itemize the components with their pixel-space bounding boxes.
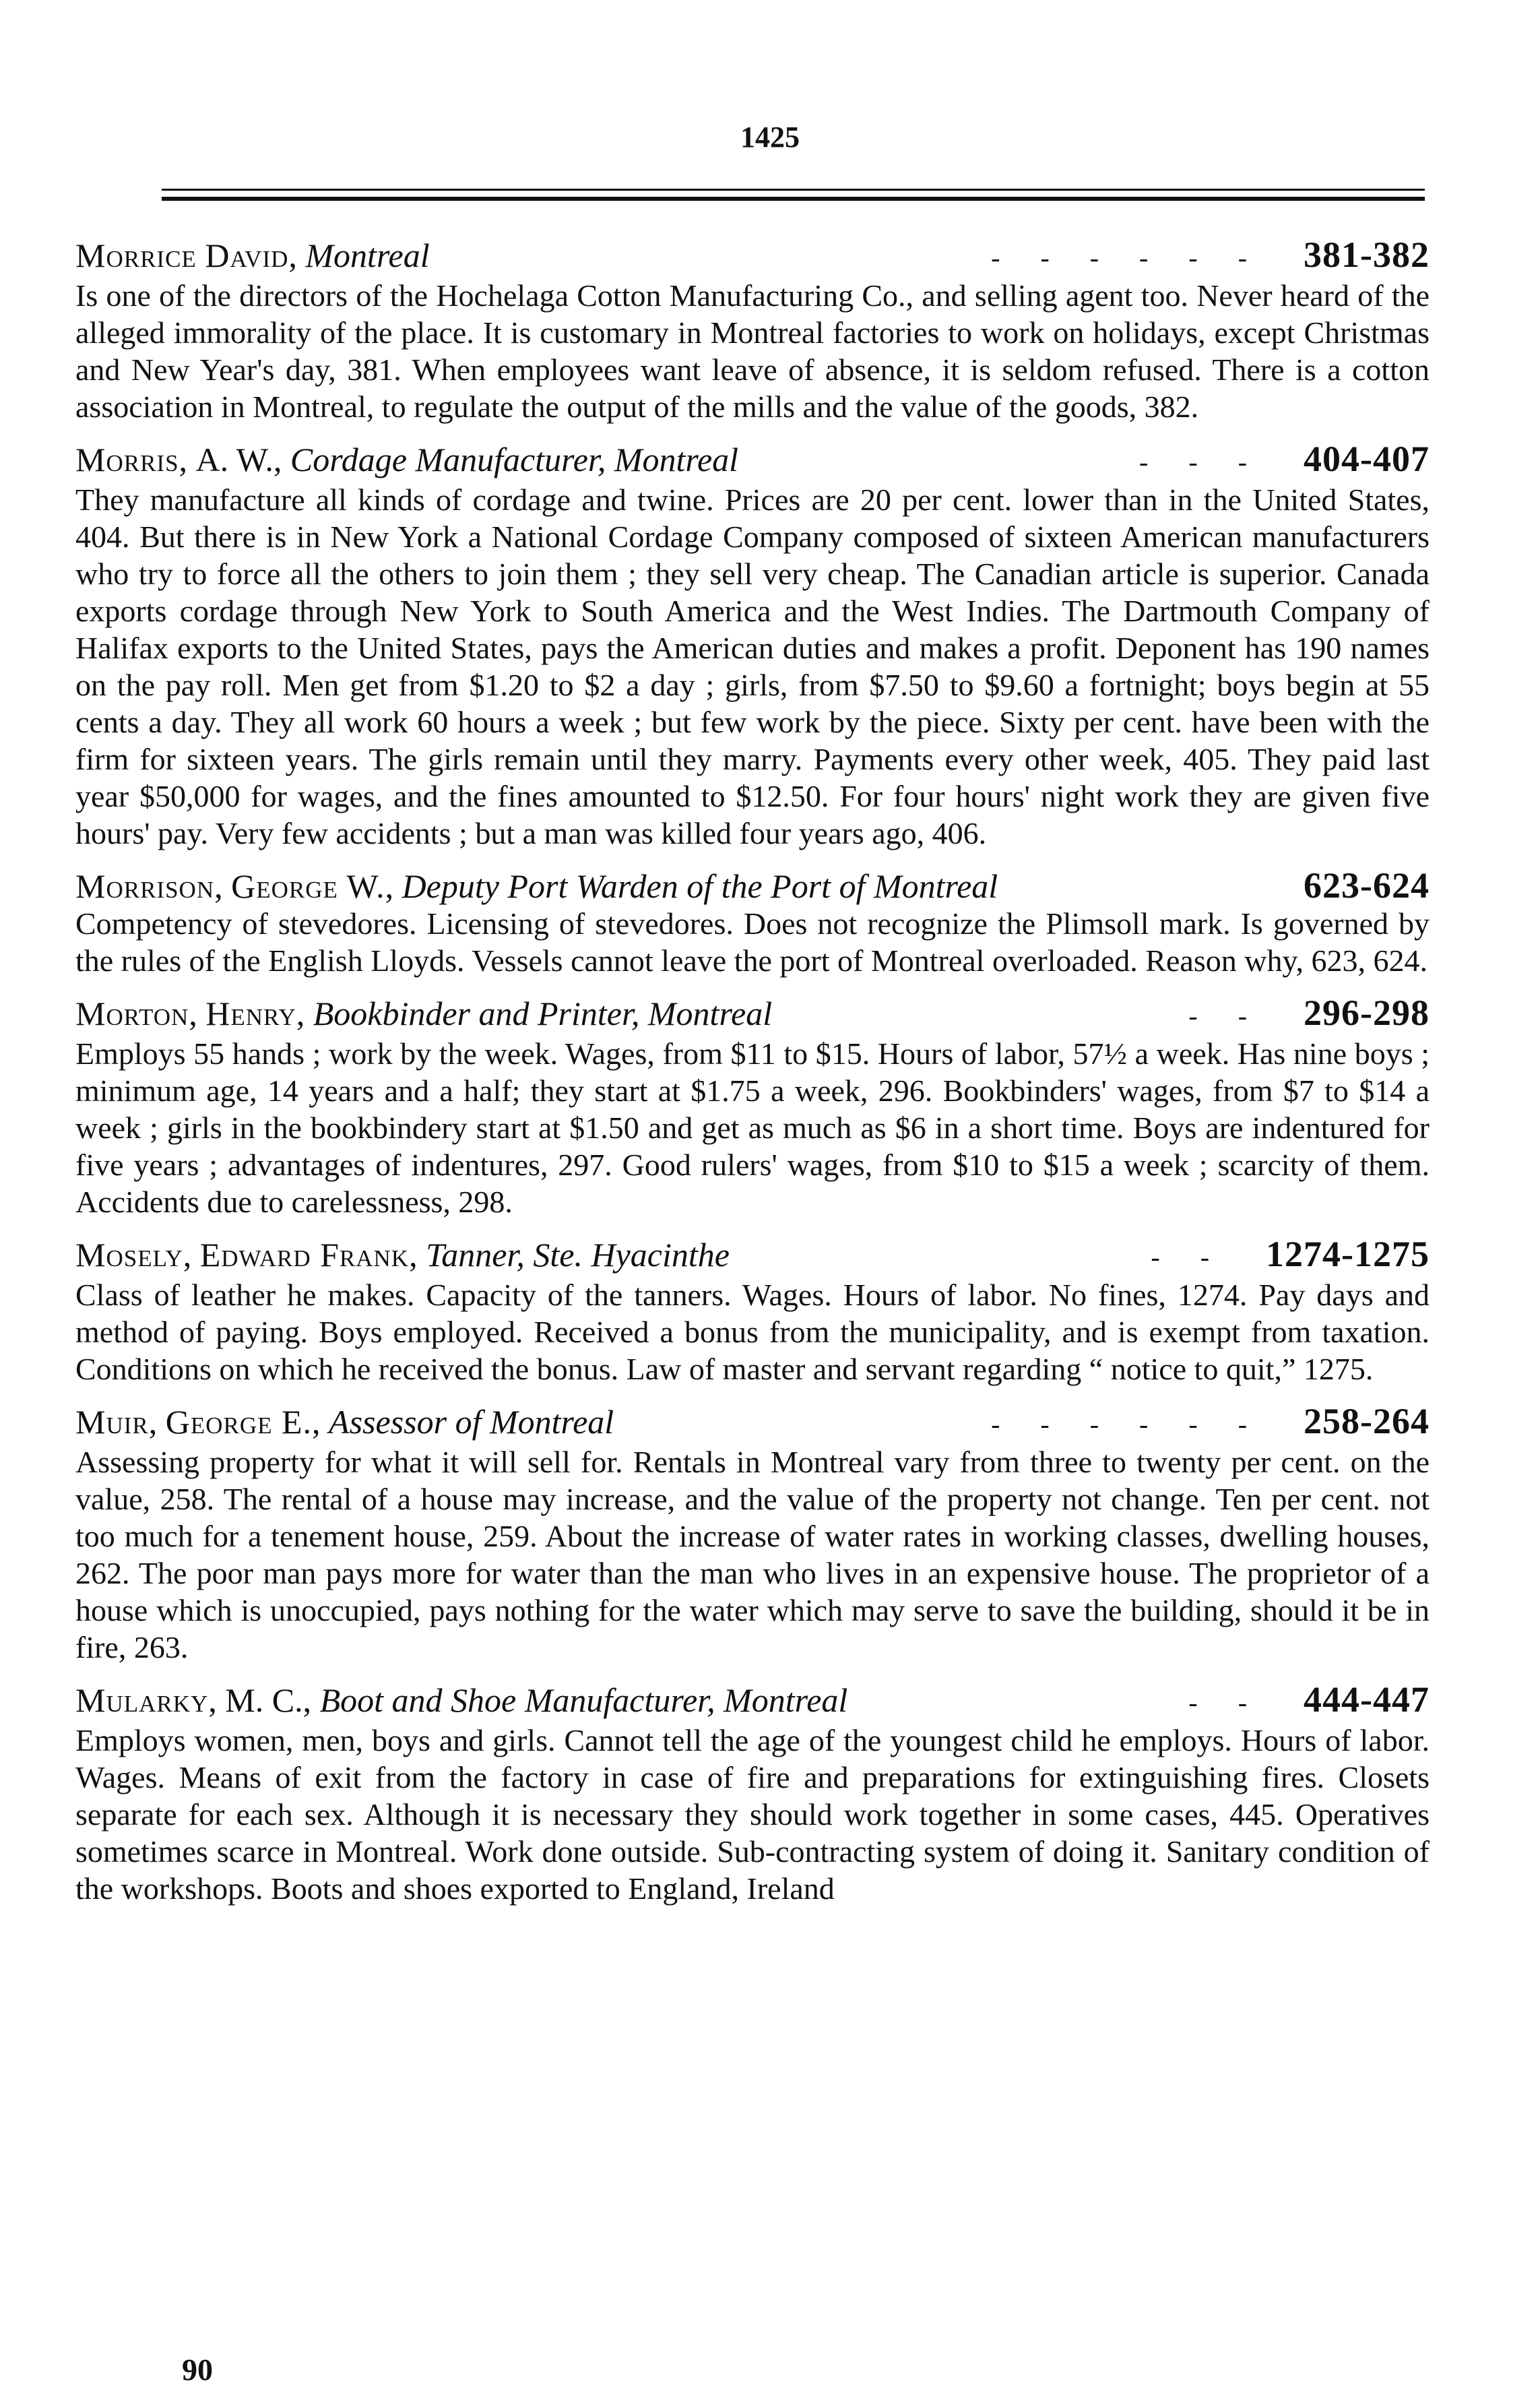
dot-leader: ------ <box>991 243 1288 273</box>
entry-given-name: David <box>205 237 289 274</box>
signature-mark: 90 <box>182 2352 213 2387</box>
index-entry <box>75 1402 1430 1666</box>
dot-leader: -- <box>1151 1242 1250 1272</box>
entry-body: Assessing property for what it will sell for. Rentals in Montreal vary from three to twenty per cent. on the value, 258. The rental of a house may increase, and the value of the property not change. Ten per cent. not too much for a tenement house, 259. About the increase of water rates in working classes, dwelling houses, 262. The poor man pays more for water than the man who lives in an expensive house. The proprietor of a house which is unoccupied, pays nothing for the water which may serve to save the building, should it be in fire, 263. <box>75 1445 1430 1664</box>
entry-title: Assessor of Montreal <box>329 1403 614 1441</box>
entry-surname: Mosely <box>75 1236 183 1274</box>
entry-title: Cordage Manufacturer, Montreal <box>290 441 739 478</box>
entry-heading: Morton , Henry , Bookbinder and Printer, Montreal -- 296-298 <box>75 994 1430 1035</box>
index-entry <box>75 994 1430 1220</box>
dot-leader: -- <box>1188 1687 1288 1718</box>
entry-body: Employs women, men, boys and girls. Cannot tell the age of the youngest child he employs. Hours of labor. Wages. Means of exit from the factory in case of fire and preparations for extinguishing fires. Closets separate for each sex. Although it is necessary they should work together in some cases, 445. Operatives sometimes scarce in Montreal. Work done outside. Sub-contracting system of doing it. Sanitary condition of the workshops. Boots and shoes exported to England, Ireland <box>75 1723 1430 1906</box>
entry-heading: Morris , A. W. , Cordage Manufacturer, Montreal --- 404-407 <box>75 440 1430 481</box>
page-number: 1425 <box>740 121 800 154</box>
entry-pages: 381-382 <box>1304 235 1430 275</box>
dot-leader: -- <box>1188 1001 1288 1031</box>
entry-given-name: George W. <box>231 867 385 905</box>
entry-given-name: George E. <box>165 1403 313 1441</box>
index-entry <box>75 867 1430 979</box>
index-entry <box>75 440 1430 852</box>
entry-body: Competency of stevedores. Licensing of stevedores. Does not recognize the Plimsoll mark. Is governed by the rules of the English Lloyds. Vessels cannot leave the port of Montreal overloaded. Reason why, 623, 624. <box>75 906 1430 978</box>
entry-title: Tanner, Ste. Hyacinthe <box>426 1236 730 1274</box>
entry-surname: Mularky <box>75 1681 209 1719</box>
entry-surname: Morrison <box>75 867 215 905</box>
entry-pages: 296-298 <box>1304 993 1430 1033</box>
entry-heading: Muir , George E. , Assessor of Montreal ------ 258-264 <box>75 1402 1430 1443</box>
entry-heading: Mularky , M. C. , Boot and Shoe Manufacturer, Montreal -- 444-447 <box>75 1681 1430 1722</box>
header-rule-thick <box>162 197 1425 201</box>
index-entries <box>75 236 1430 1922</box>
entry-body: Class of leather he makes. Capacity of the tanners. Wages. Hours of labor. No fines, 1274. Pay days and method of paying. Boys employed. Received a bonus from the municipality, and is exempt from taxation. Conditions on which he received the bonus. Law of master and servant regarding “ notice to quit,” 1275. <box>75 1278 1430 1386</box>
entry-title: Bookbinder and Printer, Montreal <box>313 995 773 1032</box>
entry-pages: 623-624 <box>1304 865 1430 906</box>
entry-heading: Mosely , Edward Frank , Tanner, Ste. Hyacinthe -- 1274-1275 <box>75 1235 1430 1276</box>
entry-given-name: A. W. <box>195 441 274 478</box>
entry-surname: Morrice <box>75 237 197 274</box>
index-entry <box>75 1235 1430 1387</box>
entry-title: Boot and Shoe Manufacturer, Montreal <box>319 1681 848 1719</box>
entry-surname: Morton <box>75 995 189 1032</box>
header-rule-thin <box>162 189 1425 191</box>
entry-surname: Morris <box>75 441 179 478</box>
entry-body: Employs 55 hands ; work by the week. Wages, from $11 to $15. Hours of labor, 57½ a week. Has nine boys ; minimum age, 14 years and a half; they start at $1.75 a week, 296. Bookbinders' wages, from $7 to $14 a week ; girls in the bookbindery start at $1.50 and get as much as $6 in a short time. Boys are indentured for five years ; advantages of indentures, 297. Good rulers' wages, from $10 to $15 a week ; scarcity of them. Accidents due to carelessness, 298. <box>75 1036 1430 1219</box>
entry-heading: Morrison , George W. , Deputy Port Warden of the Port of Montreal 623-624 <box>75 865 1430 906</box>
index-entry <box>75 236 1430 425</box>
entry-surname: Muir <box>75 1403 149 1441</box>
entry-pages: 1274-1275 <box>1266 1234 1430 1274</box>
entry-given-name: M. C. <box>225 1681 303 1719</box>
entry-given-name: Edward Frank <box>199 1236 410 1274</box>
entry-heading: Morrice David , Montreal ------ 381-382 <box>75 236 1430 277</box>
entry-pages: 258-264 <box>1304 1401 1430 1441</box>
entry-pages: 404-407 <box>1304 439 1430 479</box>
index-entry <box>75 1681 1430 1907</box>
entry-title: Montreal <box>305 237 430 274</box>
entry-body: They manufacture all kinds of cordage and twine. Prices are 20 per cent. lower than in the United States, 404. But there is in New York a National Cordage Company composed of sixteen American manufacturers who try to force all the others to join them ; they sell very cheap. The Canadian article is superior. Canada exports cordage through New York to South America and the West Indies. The Dartmouth Company of Halifax exports to the United States, pays the American duties and makes a profit. Deponent has 190 names on the pay roll. Men get from $1.20 to $2 a day ; girls, from $7.50 to $9.60 a fortnight; boys begin at 55 cents a day. They all work 60 hours a week ; but few work by the piece. Sixty per cent. have been with the firm for sixteen years. The girls remain until they marry. Payments every other week, 405. They paid last year $50,000 for wages, and the fines amounted to $12.50. For four hours' night work they are given five hours' pay. Very few accidents ; but a man was killed four years ago, 406. <box>75 482 1430 850</box>
dot-leader: ------ <box>991 1409 1288 1439</box>
entry-body: Is one of the directors of the Hochelaga Cotton Manufacturing Co., and selling agent too. Never heard of the alleged immorality of the place. It is customary in Montreal factories to work on holidays, except Christmas and New Year's day, 381. When employees want leave of absence, it is seldom refused. There is a cotton association in Montreal, to regulate the output of the mills and the value of the goods, 382. <box>75 278 1430 424</box>
dot-leader: --- <box>1139 447 1288 477</box>
entry-given-name: Henry <box>205 995 296 1032</box>
entry-pages: 444-447 <box>1304 1679 1430 1720</box>
entry-title: Deputy Port Warden of the Port of Montreal <box>402 867 998 905</box>
